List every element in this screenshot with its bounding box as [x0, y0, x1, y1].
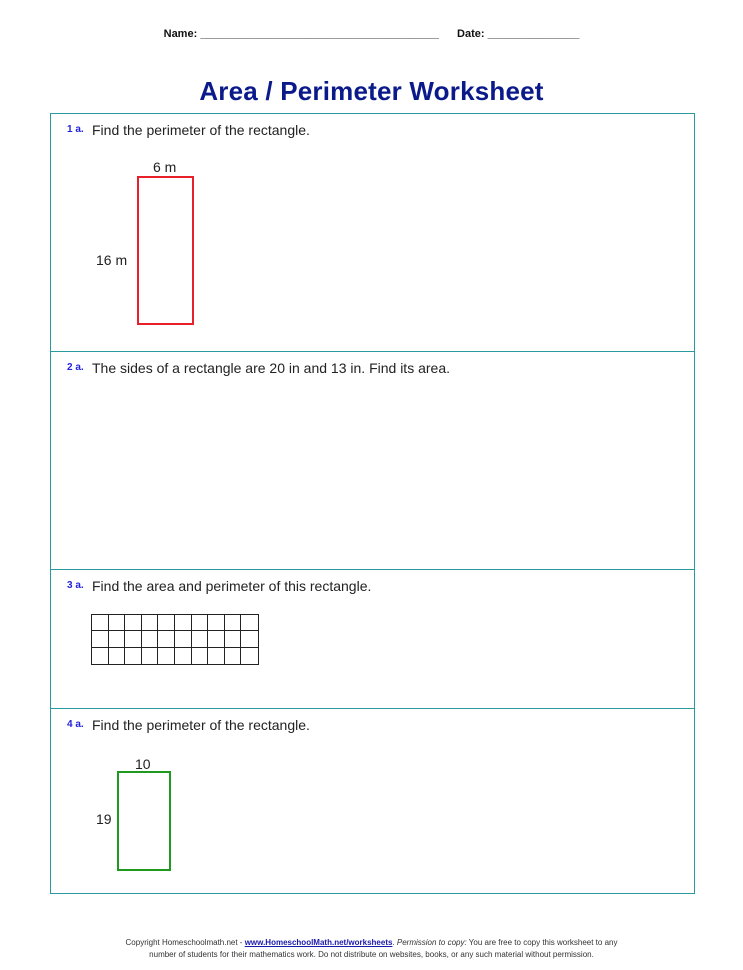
grid-cell: [125, 631, 142, 647]
grid-cell: [109, 648, 126, 664]
grid-cell: [175, 648, 192, 664]
grid-cell: [241, 648, 258, 664]
permission-label: Permission to copy:: [396, 938, 467, 947]
rectangle-figure: [137, 176, 194, 325]
grid-rectangle-figure: [91, 614, 259, 665]
question-text: The sides of a rectangle are 20 in and 13 in. Find its area.: [92, 360, 450, 376]
footer: Copyright Homeschoolmath.net - www.HomeschoolMath.net/worksheets. Permission to copy: You are free to copy this worksheet to any number of students for their mathematics work. Do not distribute on websites, books, or any such material without permission.: [0, 937, 743, 961]
question-1: [51, 114, 694, 351]
grid-cell: [158, 648, 175, 664]
question-2: [51, 351, 694, 569]
grid-cell: [125, 615, 142, 631]
grid-cell: [109, 615, 126, 631]
grid-cell: [175, 615, 192, 631]
permission-text: You are free to copy this worksheet to any: [466, 938, 618, 947]
name-blank[interactable]: _______________________________________: [200, 28, 439, 40]
grid-cell: [225, 631, 242, 647]
grid-cell: [109, 631, 126, 647]
grid-cell: [208, 631, 225, 647]
height-label: 19: [96, 811, 112, 827]
question-4: [51, 708, 694, 895]
width-label: 6 m: [153, 159, 177, 175]
website-link[interactable]: www.HomeschoolMath.net/worksheets: [244, 938, 393, 947]
question-number: 2 a.: [67, 362, 84, 373]
grid-cell: [125, 648, 142, 664]
grid-cell: [175, 631, 192, 647]
grid-cell: [192, 615, 209, 631]
grid-cell: [92, 631, 109, 647]
grid-cell: [225, 648, 242, 664]
header-fields: [0, 28, 743, 40]
grid-cell: [241, 615, 258, 631]
question-text: Find the perimeter of the rectangle.: [92, 122, 310, 138]
grid-cell: [92, 648, 109, 664]
grid-cell: [241, 631, 258, 647]
date-label: Date:: [457, 28, 485, 40]
grid-cell: [208, 615, 225, 631]
grid-cell: [142, 648, 159, 664]
question-number: 3 a.: [67, 580, 84, 591]
question-number: 4 a.: [67, 719, 84, 730]
grid-cell: [142, 615, 159, 631]
date-blank[interactable]: _______________: [487, 28, 580, 40]
question-number: 1 a.: [67, 124, 84, 135]
question-text: Find the perimeter of the rectangle.: [92, 717, 310, 733]
grid-cell: [142, 631, 159, 647]
rectangle-figure: [117, 771, 171, 871]
page-title: Area / Perimeter Worksheet: [199, 76, 544, 106]
grid-cell: [158, 631, 175, 647]
grid-cell: [158, 615, 175, 631]
worksheet-box: [50, 113, 695, 894]
grid-cell: [92, 615, 109, 631]
grid-cell: [192, 631, 209, 647]
question-3: [51, 569, 694, 708]
width-label: 10: [135, 756, 151, 772]
grid-cell: [208, 648, 225, 664]
name-label: Name:: [163, 28, 198, 40]
question-text: Find the area and perimeter of this rectangle.: [92, 578, 372, 594]
grid-cell: [225, 615, 242, 631]
copyright-text: Copyright Homeschoolmath.net -: [125, 938, 245, 947]
permission-text-line2: number of students for their mathematics work. Do not distribute on websites, books, or any such material without permission.: [149, 950, 594, 959]
grid-cell: [192, 648, 209, 664]
height-label: 16 m: [96, 252, 128, 268]
